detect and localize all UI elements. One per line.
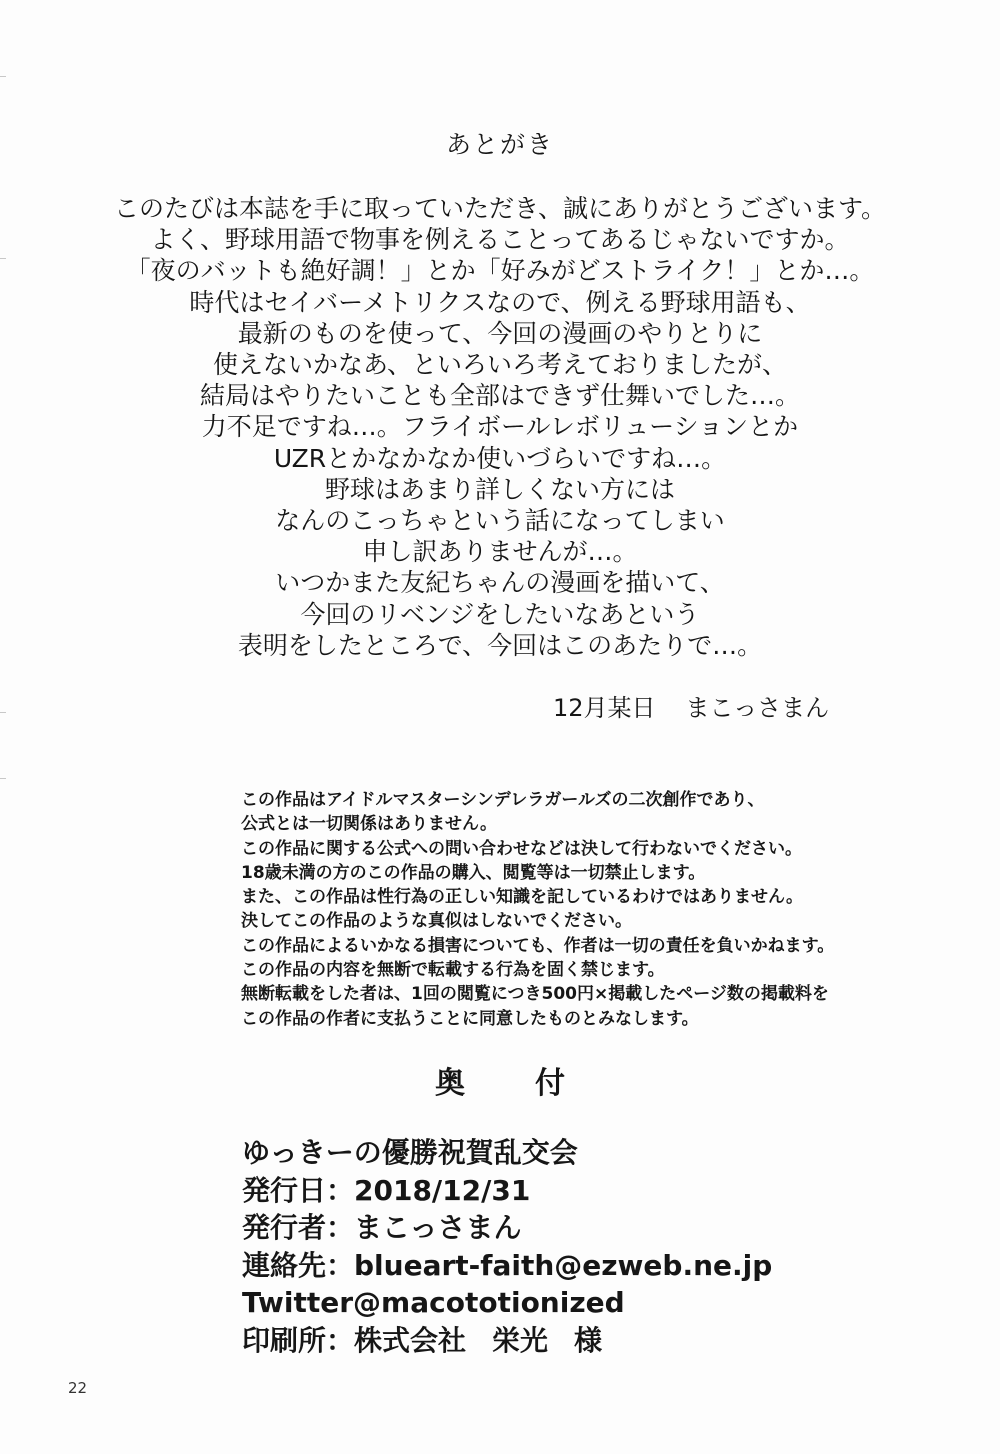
afterword-line: 今回のリベンジをしたいなあという — [300, 599, 700, 629]
disclaimer-line: また、この作品は性行為の正しい知識を記しているわけではありません。 — [241, 887, 804, 908]
disclaimer-line: 公式とは一切関係はありません。 — [241, 814, 498, 835]
printer-label: 印刷所：株式会社 — [242, 1323, 467, 1357]
afterword-line: 結局はやりたいことも全部はできず仕舞いでした…。 — [199, 381, 800, 411]
afterword-line: 表明をしたところで、今回はこのあたりで…。 — [237, 630, 763, 660]
colophon-title-left: 奥 — [435, 1066, 465, 1101]
disclaimer-line: 無断転載をした者は、1回の閲覧につき500円×掲載したページ数の掲載料を — [241, 984, 829, 1005]
afterword-line: このたびは本誌を手に取っていただき、誠にありがとうございます。 — [113, 194, 886, 223]
colophon-title-right: 付 — [535, 1066, 565, 1101]
afterword-title: あとがき — [445, 130, 554, 159]
disclaimer-notice — [241, 788, 941, 1031]
printer-name: 栄光 — [492, 1323, 549, 1357]
afterword-line: よく、野球用語で物事を例えることってあるじゃないですか。 — [150, 225, 850, 255]
afterword-line: 時代はセイバーメトリクスなので、例える野球用語も、 — [189, 287, 811, 317]
afterword-line: なんのこっちゃという話になってしまい — [275, 506, 725, 536]
disclaimer-line: 18歳未満の方のこの作品の購入、閲覧等は一切禁止します。 — [241, 862, 706, 883]
issue-date: 発行日：2018/12/31 — [242, 1173, 531, 1207]
afterword-body — [40, 193, 960, 661]
contact-email: 連絡先：blueart-faith@ezweb.ne.jp — [242, 1248, 773, 1282]
colophon-details — [242, 1134, 942, 1360]
book-title: ゆっきーの優勝祝賀乱交会 — [242, 1136, 578, 1169]
afterword-line: 最新のものを使って、今回の漫画のやりとりに — [237, 318, 763, 348]
disclaimer-line: 決してこの作品のような真似はしないでください。 — [241, 911, 632, 932]
twitter-handle: Twitter@macototionized — [242, 1286, 625, 1320]
publisher: 発行者：まこっさまん — [242, 1211, 522, 1245]
afterword-line: 申し訳ありませんが…。 — [362, 537, 638, 567]
afterword-date: 12月某日 — [553, 694, 656, 722]
afterword-line: いつかまた友紀ちゃんの漫画を描いて、 — [275, 568, 725, 598]
page-number: 22 — [68, 1379, 88, 1397]
printer — [242, 1322, 942, 1360]
disclaimer-line: この作品によるいかなる損害についても、作者は一切の責任を負いかねます。 — [241, 935, 835, 956]
scan-mark — [0, 712, 6, 713]
disclaimer-line: この作品はアイドルマスターシンデレラガールズの二次創作であり、 — [241, 790, 765, 810]
afterword-line: 力不足ですね…。フライボールレボリューションとか — [201, 412, 799, 442]
scan-mark — [0, 778, 6, 779]
afterword-author: まこっさまん — [685, 694, 830, 722]
printer-honorific: 様 — [574, 1323, 603, 1357]
disclaimer-line: この作品の内容を無断で転載する行為を固く禁じます。 — [241, 960, 665, 981]
afterword-line: 「夜のバットも絶好調！」とか「好みがどストライク！」とか…。 — [125, 256, 875, 286]
afterword-signature — [553, 691, 829, 725]
disclaimer-line: この作品に関する公式への問い合わせなどは決して行わないでください。 — [241, 838, 802, 859]
scan-mark — [0, 258, 6, 259]
colophon-title — [0, 1064, 1000, 1104]
afterword-line: 使えないかなあ、といろいろ考えておりましたが、 — [212, 350, 787, 380]
afterword-line: UZRとかなかなか使いづらいですね…。 — [273, 443, 727, 473]
afterword-line: 野球はあまり詳しくない方には — [324, 474, 675, 504]
scan-mark — [0, 76, 6, 77]
disclaimer-line: この作品の作者に支払うことに同意したものとみなします。 — [241, 1008, 699, 1029]
